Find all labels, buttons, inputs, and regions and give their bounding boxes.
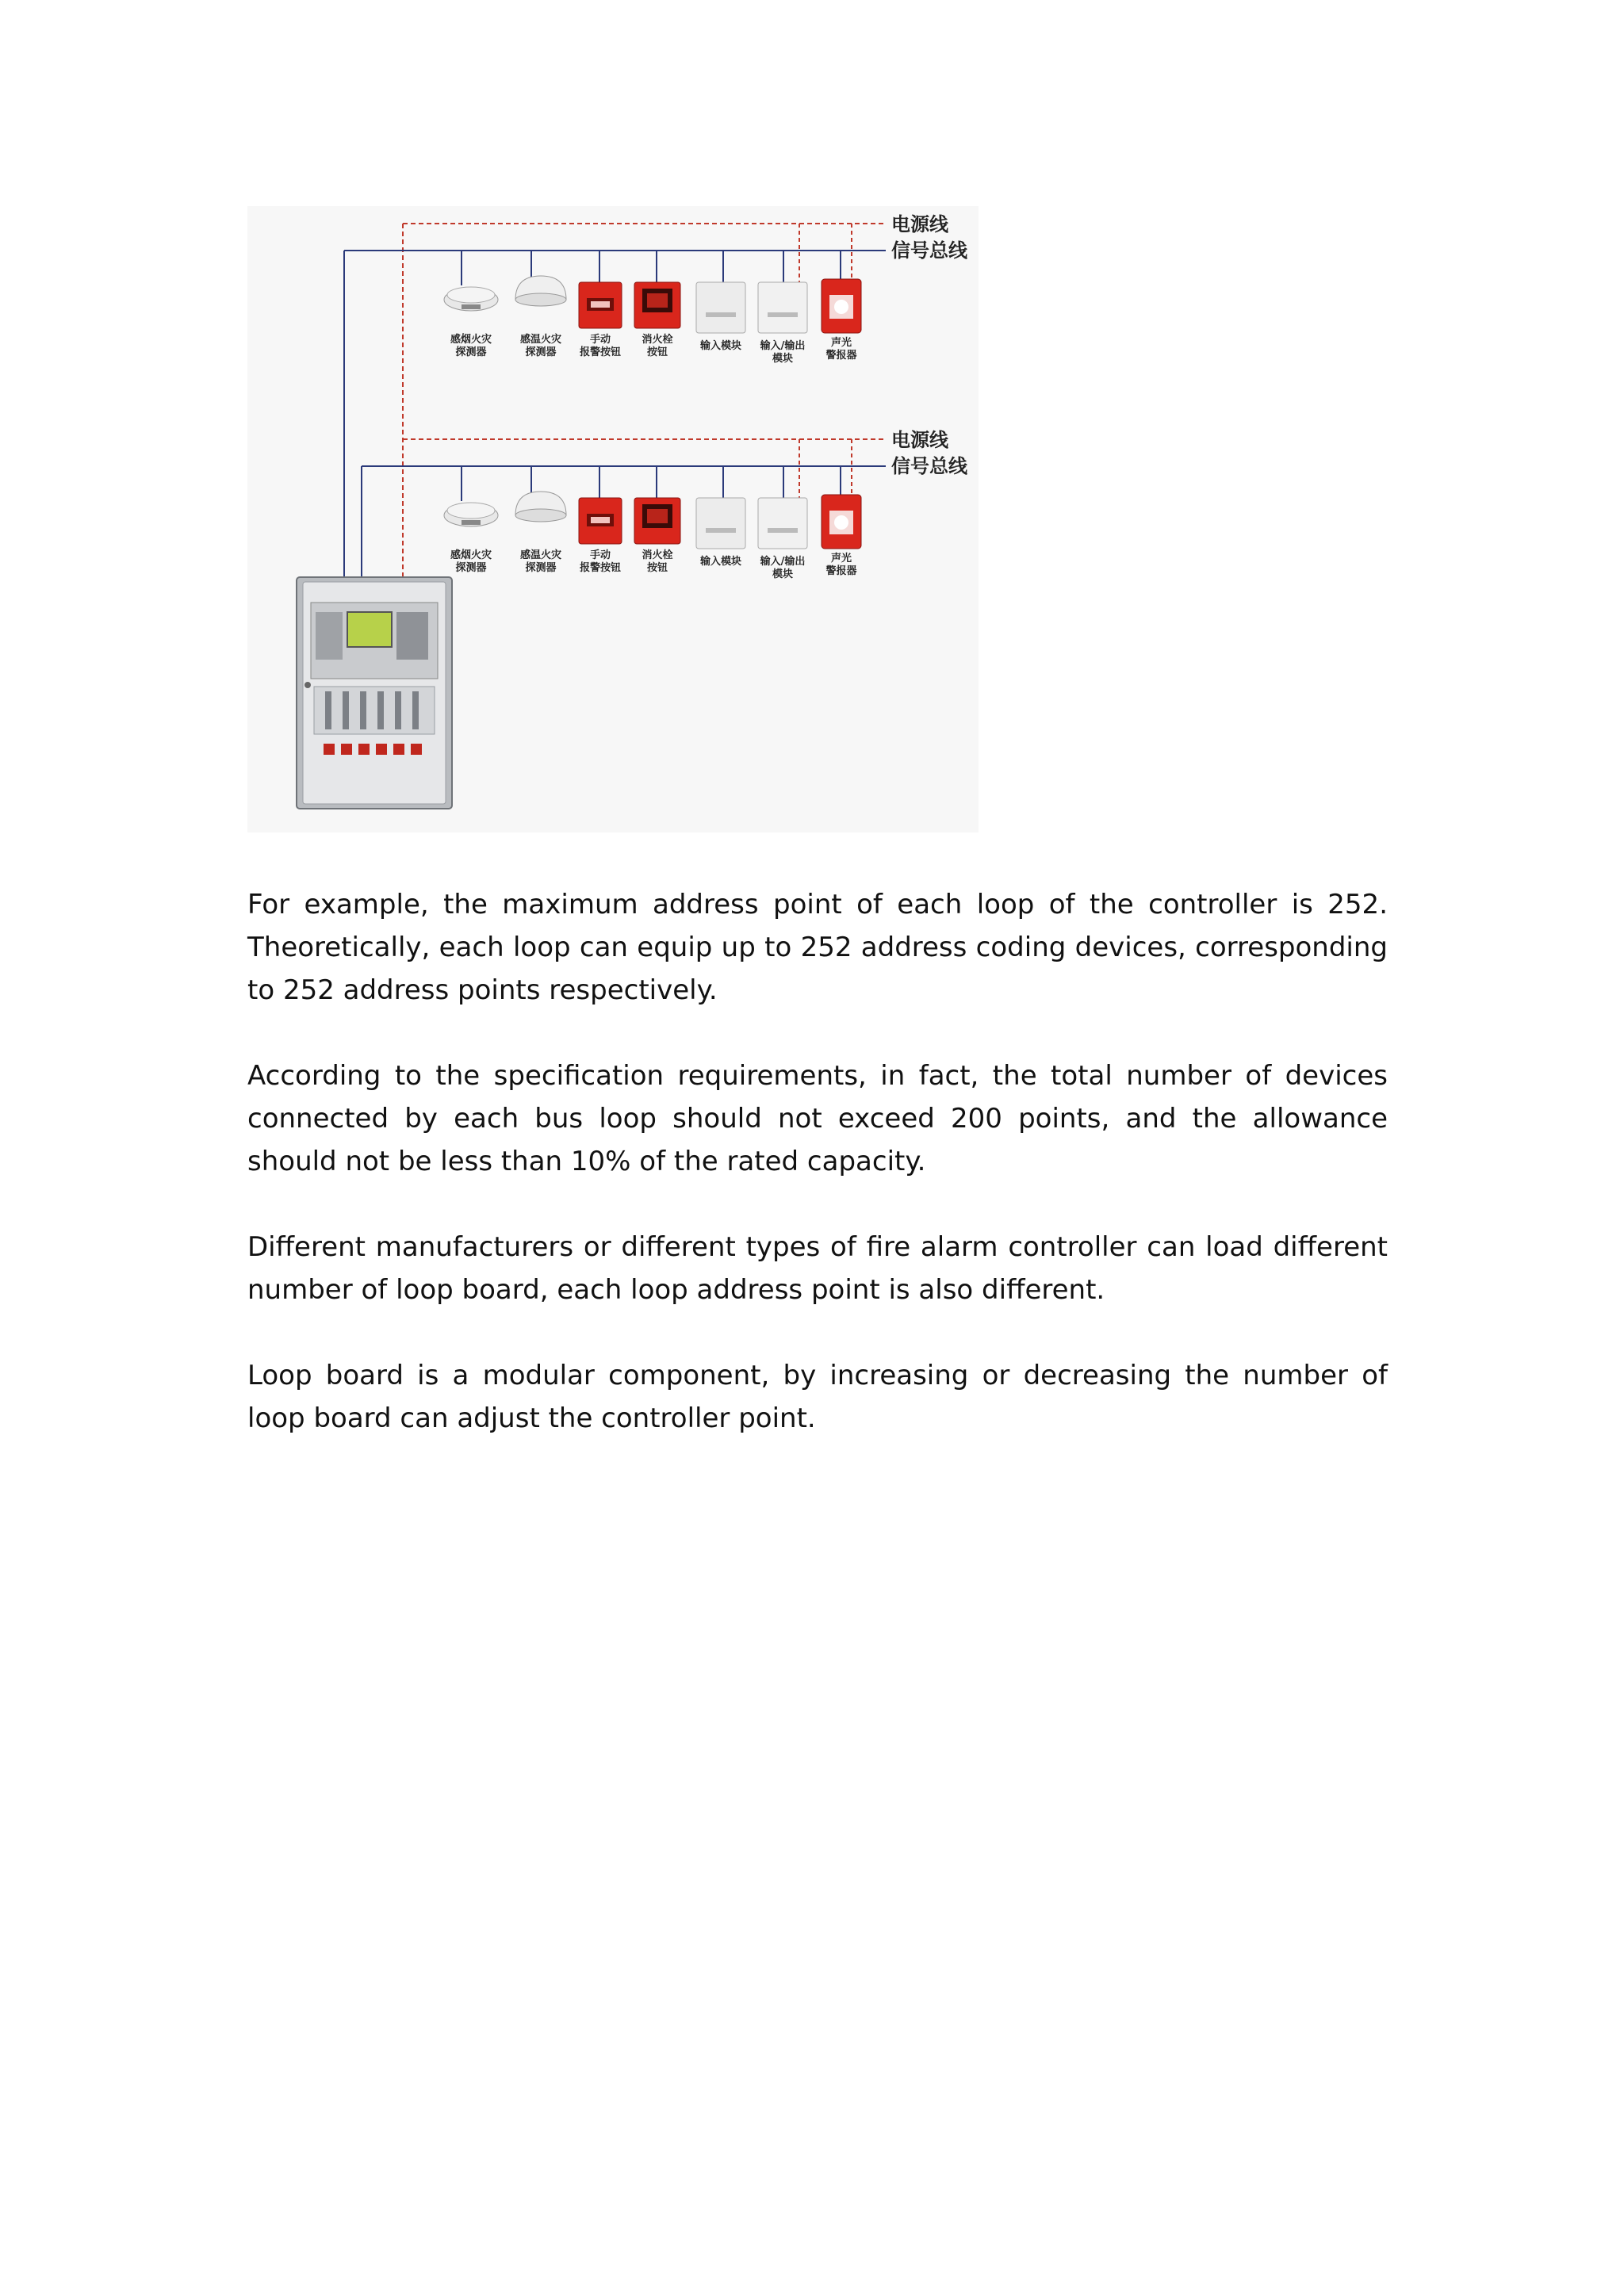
- row1-devices: [444, 224, 861, 333]
- sounder-strobe-icon: [822, 279, 861, 333]
- row2-device-4-label-2: 按钮: [646, 562, 668, 574]
- manual-call-point-icon: [579, 282, 622, 328]
- row2-device-2-label-2: 探测器: [525, 562, 557, 574]
- row2-device-7-label-1: 声光: [830, 553, 852, 564]
- fire-alarm-wiring-diagram: [247, 206, 979, 832]
- row1-signal-bus-label: 信号总线: [891, 239, 967, 262]
- row1-device-2-label-2: 探测器: [525, 346, 557, 358]
- row1-device-3-label-1: 手动: [589, 334, 611, 346]
- paragraph-3: Different manufacturers or different types of fire alarm controller can load different number of loop board, each loop address point is also different.: [247, 1231, 1388, 1306]
- smoke-detector-icon: [444, 287, 498, 311]
- row1-device-5-label-1: 输入模块: [699, 340, 742, 352]
- io-module-icon: [758, 282, 807, 333]
- row2-device-1-label-1: 感烟火灾: [450, 549, 492, 561]
- row1-device-1-label-2: 探测器: [455, 346, 487, 358]
- row1-power-line-label: 电源线: [891, 213, 948, 235]
- manual-call-point-icon: [579, 498, 622, 544]
- paragraph-2: According to the specification requirements, in fact, the total number of devices connected by each bus loop should not exceed 200 points, and the allowance should not be less than 10% of the rated capacity.: [247, 1060, 1388, 1177]
- io-module-icon: [758, 498, 807, 549]
- row2-device-1-label-2: 探测器: [455, 562, 487, 574]
- heat-detector-icon: [515, 276, 566, 306]
- row2-device-3-label-1: 手动: [589, 549, 611, 561]
- sounder-strobe-icon: [822, 495, 861, 549]
- paragraph-1: For example, the maximum address point of each loop of the controller is 252. Theoretically, each loop can equip up to 252 address coding devices, corresponding to 252 address points respectively.: [247, 889, 1388, 1006]
- row1-device-6-label-2: 模块: [772, 353, 794, 365]
- row1-device-7-label-1: 声光: [830, 337, 852, 349]
- fire-alarm-controller-icon: [297, 577, 452, 809]
- row2-power-line-label: 电源线: [891, 429, 948, 451]
- row2-device-6-label-2: 模块: [772, 568, 794, 580]
- row2-device-4-label-1: 消火栓: [642, 549, 673, 561]
- row1-device-6-label-1: 输入/输出: [760, 340, 806, 352]
- row2-device-5-label-1: 输入模块: [699, 556, 742, 568]
- row2-device-2-label-1: 感温火灾: [519, 549, 562, 561]
- row1-device-1-label-1: 感烟火灾: [450, 334, 492, 346]
- hydrant-button-icon: [634, 282, 680, 328]
- row2-device-6-label-1: 输入/输出: [760, 556, 806, 568]
- row1-device-7-label-2: 警报器: [825, 350, 857, 362]
- row2-device-3-label-2: 报警按钮: [579, 562, 622, 574]
- row2-device-7-label-2: 警报器: [825, 565, 857, 577]
- hydrant-button-icon: [634, 498, 680, 544]
- row2-device-labels: [450, 549, 857, 580]
- row1-device-3-label-2: 报警按钮: [579, 346, 622, 358]
- heat-detector-icon: [515, 492, 566, 522]
- input-module-icon: [696, 498, 745, 549]
- row1-device-4-label-2: 按钮: [646, 346, 668, 358]
- paragraph-4: Loop board is a modular component, by increasing or decreasing the number of loop board can adjust the controller point.: [247, 1360, 1388, 1434]
- smoke-detector-icon: [444, 503, 498, 526]
- row2-devices: [444, 439, 861, 549]
- row1-device-labels: [450, 333, 857, 365]
- row1-device-4-label-1: 消火栓: [642, 334, 673, 346]
- row2-signal-bus-label: 信号总线: [891, 455, 967, 477]
- input-module-icon: [696, 282, 745, 333]
- row1-device-2-label-1: 感温火灾: [519, 334, 562, 346]
